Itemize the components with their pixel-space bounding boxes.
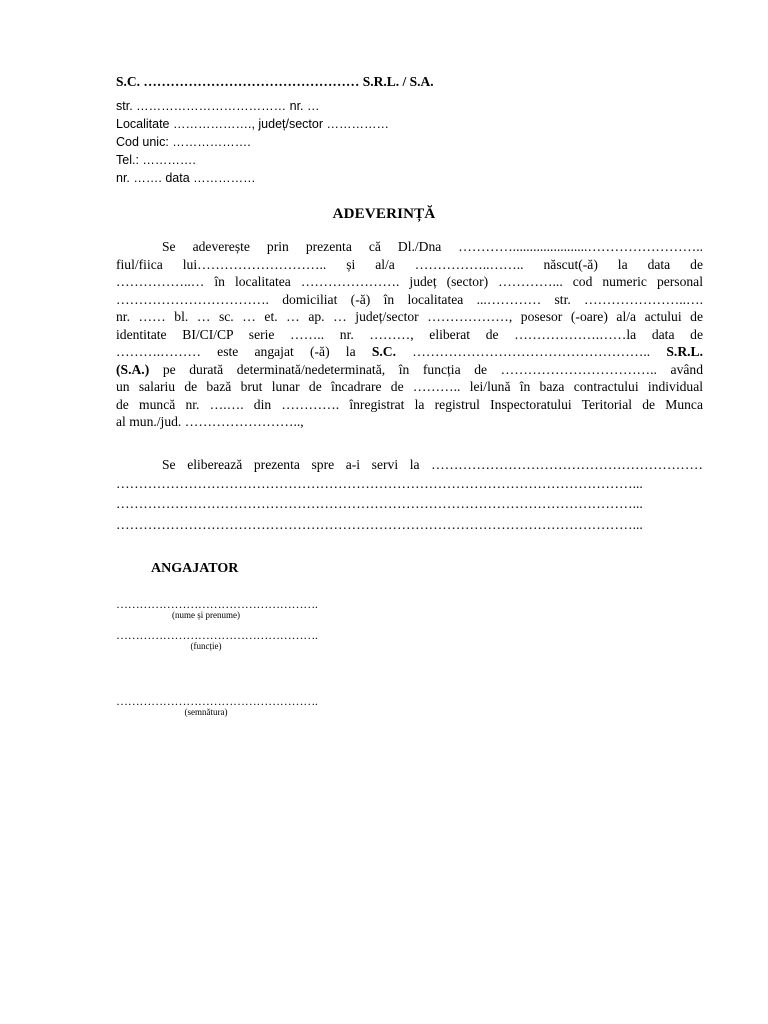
phone-line: Tel.: …………. [116, 153, 196, 167]
street-line: str. ……………………………… nr. … [116, 99, 320, 113]
signature-caption: (semnătura) [184, 707, 228, 717]
body-line: ……………..… în localitatea …………………. județ (sector) …………... cod numeric personal [116, 274, 703, 289]
locality-line: Localitate ………………., județ/sector …………… [116, 117, 389, 131]
body-segment: pe durată determinată/nedeterminată, în funcția de …………………………….. având [162, 361, 703, 377]
signature-dots: ……………………………………………. [116, 628, 318, 642]
body-line: fiul/fiica lui……………………….. și al/a ……………..…….. născut(-ă) la data de [116, 256, 703, 272]
body-company-alt: (S.A.) [116, 361, 150, 377]
unique-code-line: Cod unic: ………………. [116, 135, 251, 149]
purpose-line: Se eliberează prezenta spre a-i servi la …………………………………………………… [162, 457, 703, 472]
signature-dots: ……………………………………………. [116, 597, 318, 611]
body-line: Se adeverește prin prezenta că Dl./Dna …………......................…………………….. [162, 239, 703, 254]
company-details [116, 97, 389, 187]
purpose-line: ……………………………………………………………………………………………………... [116, 517, 643, 532]
body-line: un salariu de bază brut lunar de încadrare de ……….. lei/lună în baza contractului individual [116, 379, 703, 394]
body-line [116, 361, 703, 379]
employer-title: ANGAJATOR [151, 561, 239, 576]
body-line: nr. …… bl. … sc. … et. … ap. … județ/sector ………………, posesor (-oare) al/a actului de [116, 309, 703, 324]
number-date-line: nr. ……. data …………… [116, 171, 256, 185]
purpose-line: ……………………………………………………………………………………………………... [116, 476, 643, 491]
purpose-section [116, 454, 703, 535]
body-line: al mun./jud. …………………….., [116, 414, 304, 429]
name-caption: (nume și prenume) [172, 610, 240, 620]
body-line [116, 343, 703, 361]
employer-function-field [116, 628, 318, 651]
certificate-body [116, 238, 703, 431]
purpose-line: ……………………………………………………………………………………………………... [116, 496, 643, 511]
body-company-prefix: S.C. [371, 344, 397, 359]
body-line: de muncă nr. ….…. din …………. înregistrat la registrul Inspectoratului Teritorial de Munca [116, 396, 703, 412]
document-title: ADEVERINȚĂ [332, 206, 436, 222]
body-line: ……………………………. domiciliat (-ă) în localitatea ...………… str. …………………..…. [116, 291, 703, 307]
employer-signature-field [116, 694, 318, 717]
body-segment: ……….……… este angajat (-ă) la [116, 344, 356, 359]
body-company-suffix: S.R.L. [666, 344, 703, 359]
company-line: S.C. ………………………………………… S.R.L. / S.A. [116, 74, 434, 89]
signature-dots: ……………………………………………. [116, 694, 318, 708]
body-segment: …………………………………………….. [412, 344, 651, 359]
employer-name-field [116, 597, 318, 620]
body-line: identitate BI/CI/CP serie …….. nr. ………, eliberat de ……………….……la data de [116, 326, 703, 342]
function-caption: (funcție) [190, 641, 222, 651]
